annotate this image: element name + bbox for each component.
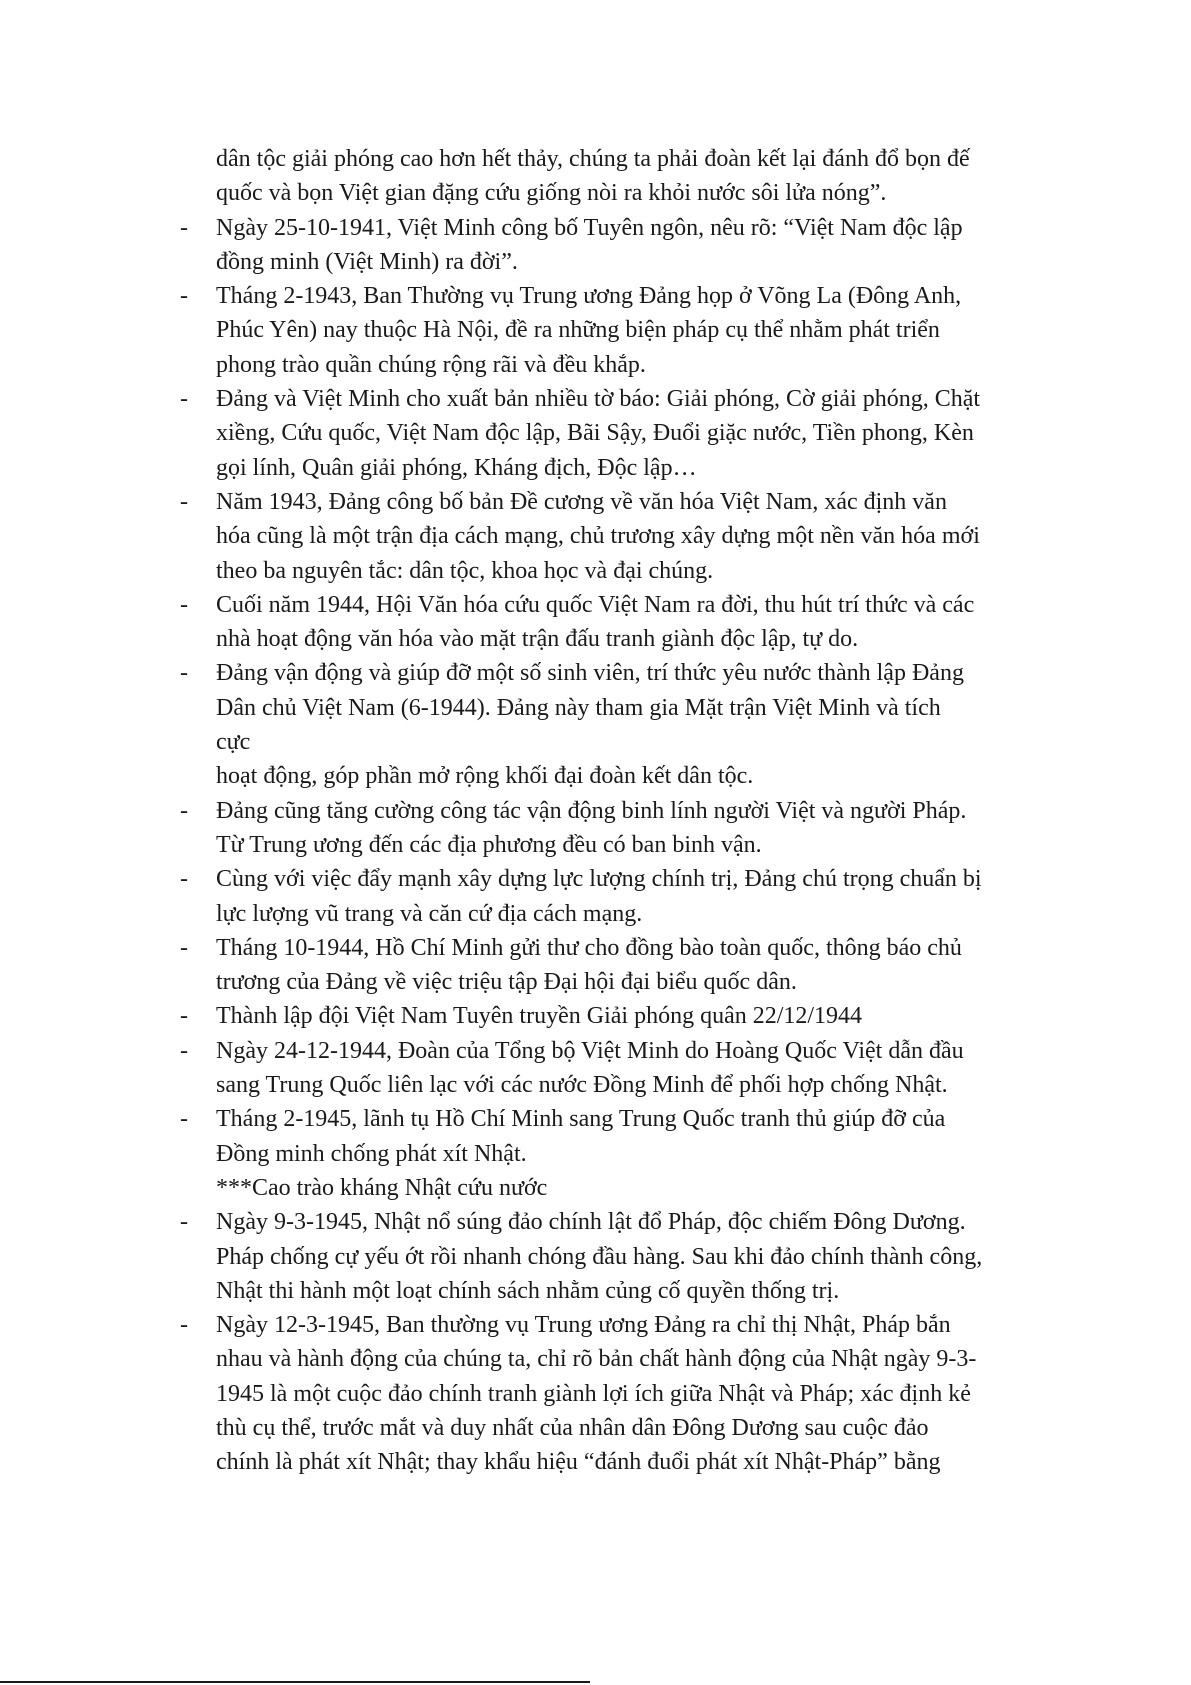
text-line: dân tộc giải phóng cao hơn hết thảy, chúng ta phải đoàn kết lại đánh đổ bọn đế — [216, 146, 970, 172]
document-body — [175, 142, 1055, 1480]
bullet-dash: - — [180, 488, 188, 515]
list-item — [175, 931, 1055, 1000]
bullet-dash: - — [180, 866, 188, 893]
bullet-dash: - — [180, 386, 188, 413]
text-line: Nhật thi hành một loạt chính sách nhằm củng cố quyền thống trị. — [216, 1277, 840, 1304]
text-line: sang Trung Quốc liên lạc với các nước Đồng Minh để phối hợp chống Nhật. — [216, 1072, 948, 1099]
text-line: Phúc Yên) nay thuộc Hà Nội, đề ra những biện pháp cụ thể nhằm phát triển — [216, 317, 940, 344]
text-line: Pháp chống cự yếu ớt rồi nhanh chóng đầu hàng. Sau khi đảo chính thành công, — [216, 1243, 983, 1270]
text-line: quốc và bọn Việt gian đặng cứu giống nòi ra khỏi nước sôi lửa nóng”. — [216, 180, 887, 207]
text-line: lực lượng vũ trang và căn cứ địa cách mạng. — [216, 900, 643, 927]
section-heading — [175, 1171, 1055, 1205]
text-line: Đảng cũng tăng cường công tác vận động binh lính người Việt và người Pháp. — [216, 797, 967, 824]
text-line: thù cụ thể, trước mắt và duy nhất của nhân dân Đông Dương sau cuộc đảo — [216, 1414, 929, 1441]
text-line: Từ Trung ương đến các địa phương đều có ban binh vận. — [216, 831, 762, 858]
bullet-dash: - — [180, 1037, 188, 1064]
bullet-dash: - — [180, 1312, 188, 1339]
text-line: Dân chủ Việt Nam (6-1944). Đảng này tham gia Mặt trận Việt Minh và tích — [216, 694, 941, 721]
text-line: Đảng và Việt Minh cho xuất bản nhiều tờ báo: Giải phóng, Cờ giải phóng, Chặt — [216, 386, 981, 413]
text-line: phong trào quần chúng rộng rãi và đều khắp. — [216, 351, 646, 378]
bullet-dash: - — [180, 797, 188, 824]
bullet-dash: - — [180, 1003, 188, 1030]
text-line: trương của Đảng về việc triệu tập Đại hội đại biểu quốc dân. — [216, 969, 797, 996]
bullet-list — [175, 1205, 1055, 1479]
text-line: Tháng 2-1943, Ban Thường vụ Trung ương Đảng họp ở Võng La (Đông Anh, — [216, 283, 962, 310]
continuation-paragraph — [175, 759, 1055, 793]
text-line: Đồng minh chống phát xít Nhật. — [216, 1140, 527, 1167]
bullet-dash: - — [180, 1209, 188, 1236]
text-line: Tháng 10-1944, Hồ Chí Minh gửi thư cho đồng bào toàn quốc, thông báo chủ — [216, 934, 962, 961]
text-line: Thành lập đội Việt Nam Tuyên truyền Giải phóng quân 22/12/1944 — [216, 1003, 863, 1030]
text-line: Ngày 9-3-1945, Nhật nổ súng đảo chính lật đổ Pháp, độc chiếm Đông Dương. — [216, 1209, 966, 1236]
list-item — [175, 794, 1055, 863]
text-line: Cuối năm 1944, Hội Văn hóa cứu quốc Việt Nam ra đời, thu hút trí thức và các — [216, 591, 975, 618]
list-item — [175, 1205, 1055, 1308]
bullet-dash: - — [180, 934, 188, 961]
text-line: Ngày 25-10-1941, Việt Minh công bố Tuyên ngôn, nêu rõ: “Việt Nam độc lập — [216, 214, 963, 241]
bullet-dash: - — [180, 214, 188, 241]
text-line: Năm 1943, Đảng công bố bản Đề cương về văn hóa Việt Nam, xác định văn — [216, 488, 947, 515]
text-line: hóa cũng là một trận địa cách mạng, chủ trương xây dựng một nền văn hóa mới — [216, 523, 980, 550]
text-line: Ngày 12-3-1945, Ban thường vụ Trung ương Đảng ra chỉ thị Nhật, Pháp bắn — [216, 1312, 951, 1339]
text-line: hoạt động, góp phần mở rộng khối đại đoàn kết dân tộc. — [216, 763, 754, 790]
bullet-dash: - — [180, 660, 188, 687]
lead-paragraph — [175, 142, 1055, 211]
page-bottom-rule — [0, 1681, 590, 1683]
list-item — [175, 999, 1055, 1033]
text-line: xiềng, Cứu quốc, Việt Nam độc lập, Bãi Sậy, Đuổi giặc nước, Tiền phong, Kèn — [216, 420, 974, 447]
text-line: Đảng vận động và giúp đỡ một số sinh viên, trí thức yêu nước thành lập Đảng — [216, 660, 964, 687]
section-heading-text: ***Cao trào kháng Nhật cứu nước — [216, 1174, 548, 1201]
text-line: chính là phát xít Nhật; thay khẩu hiệu “đánh đuổi phát xít Nhật-Pháp” bằng — [216, 1449, 941, 1476]
text-line: 1945 là một cuộc đảo chính tranh giành lợi ích giữa Nhật và Pháp; xác định kẻ — [216, 1380, 971, 1407]
list-item — [175, 1102, 1055, 1171]
list-item — [175, 1308, 1055, 1479]
text-line: Cùng với việc đẩy mạnh xây dựng lực lượng chính trị, Đảng chú trọng chuẩn bị — [216, 866, 982, 893]
text-line: nhau và hành động của chúng ta, chỉ rõ bản chất hành động của Nhật ngày 9-3- — [216, 1346, 977, 1373]
text-line: nhà hoạt động văn hóa vào mặt trận đấu tranh giành độc lập, tự do. — [216, 626, 859, 653]
list-item — [175, 211, 1055, 280]
bullet-dash: - — [180, 1106, 188, 1133]
bullet-dash: - — [180, 591, 188, 618]
bullet-list — [175, 794, 1055, 1171]
text-line: cực — [216, 729, 251, 756]
list-item — [175, 656, 1055, 759]
list-item — [175, 382, 1055, 485]
text-line: gọi lính, Quân giải phóng, Kháng địch, Độc lập… — [216, 454, 697, 481]
list-item — [175, 279, 1055, 382]
list-item — [175, 862, 1055, 931]
list-item — [175, 485, 1055, 588]
text-line: Tháng 2-1945, lãnh tụ Hồ Chí Minh sang Trung Quốc tranh thủ giúp đỡ của — [216, 1106, 946, 1133]
text-line: đồng minh (Việt Minh) ra đời”. — [216, 248, 518, 275]
list-item — [175, 1034, 1055, 1103]
list-item — [175, 588, 1055, 657]
bullet-dash: - — [180, 283, 188, 310]
bullet-list — [175, 211, 1055, 760]
text-line: theo ba nguyên tắc: dân tộc, khoa học và đại chúng. — [216, 557, 714, 584]
text-line: Ngày 24-12-1944, Đoàn của Tổng bộ Việt Minh do Hoàng Quốc Việt dẫn đầu — [216, 1037, 964, 1064]
